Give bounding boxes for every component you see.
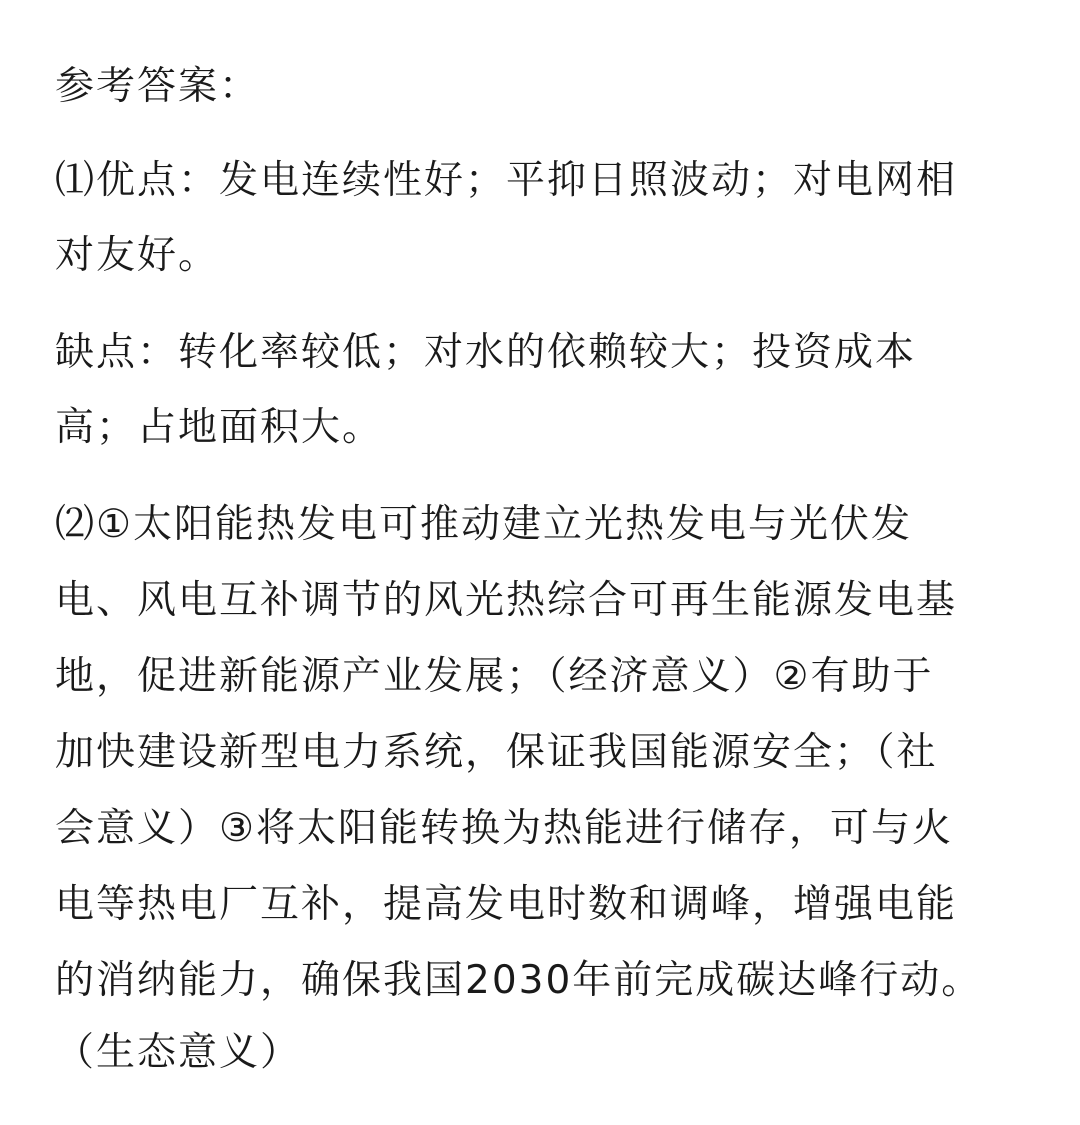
part2-line-3: 地，促进新能源产业发展；（经济意义）②有助于 <box>55 654 934 699</box>
part2-line-8: （生态意义） <box>55 1030 302 1075</box>
disadvantages-line-1: 缺点：转化率较低；对水的依赖较大；投资成本 <box>55 330 917 375</box>
part2-line-4: 加快建设新型电力系统，保证我国能源安全；（社 <box>55 730 938 775</box>
part2-line-1: ⑵①太阳能热发电可推动建立光热发电与光伏发 <box>55 502 912 547</box>
part2-line-5: 会意义）③将太阳能转换为热能进行储存，可与火 <box>55 806 953 851</box>
part1-advantages <box>55 156 1028 281</box>
part2-paragraph <box>55 500 1028 1078</box>
disadvantages-line-2: 高；占地面积大。 <box>55 405 384 450</box>
answer-heading: 参考答案： <box>55 64 261 109</box>
part2-line-7: 的消纳能力，确保我国2030年前完成碳达峰行动。 <box>55 958 983 1003</box>
part2-line-6: 电等热电厂互补，提高发电时数和调峰，增强电能 <box>55 882 958 927</box>
part2-line-2: 电、风电互补调节的风光热综合可再生能源发电基 <box>55 578 958 623</box>
part1-disadvantages <box>55 328 1028 453</box>
advantages-line-1: ⑴优点：发电连续性好；平抑日照波动；对电网相 <box>55 158 958 203</box>
advantages-line-2: 对友好。 <box>55 233 220 278</box>
